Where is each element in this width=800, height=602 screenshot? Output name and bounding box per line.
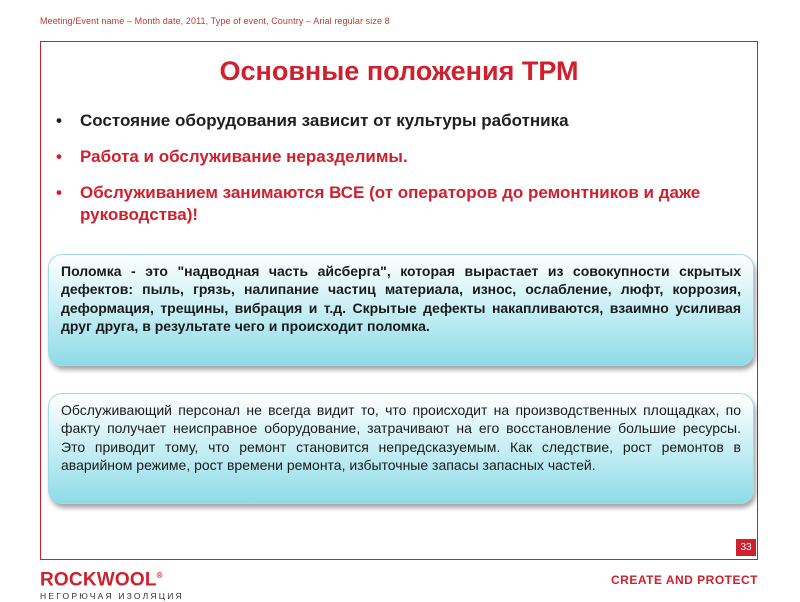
bullet-dot: • <box>56 147 62 166</box>
rockwool-logo <box>40 566 184 602</box>
bullet-text: Работа и обслуживание неразделимы. <box>80 147 408 166</box>
bullet-item <box>52 182 752 226</box>
bullet-item <box>52 110 752 132</box>
bullet-dot: • <box>56 183 62 202</box>
slide-title: Основные положения ТРМ <box>219 56 579 86</box>
footer-tagline: CREATE AND PROTECT <box>611 573 758 587</box>
bullet-item <box>52 146 752 168</box>
callout-box-breakdown: Поломка - это "надводная часть айсберга", которая вырастает из совокупности скрытых дефектов: пыль, грязь, налипание частиц материала, износ, ослабление, люфт, коррозия, деформация, трещины, вибрация и т.д. Скрытые дефекты накапливаются, взаимно усиливая друг друга, в результате чего и происходит поломка. <box>48 254 754 366</box>
page-number: 33 <box>736 539 756 556</box>
logo-wordmark: ROCKWOOL® <box>40 569 163 591</box>
bullet-text: Обслуживанием занимаются ВСЕ (от операторов до ремонтников и даже руководства)! <box>80 183 701 224</box>
callout-box-maintenance: Обслуживающий персонал не всегда видит то, что происходит на производственных площадках, по факту получает неисправное оборудование, затрачивают на его восстановление большие ресурсы. Это приводит тому, что ремонт становится непредсказуемым. Как следствие, рост ремонтов в аварийном режиме, рост времени ремонта, избыточные запасы запасных частей. <box>48 393 754 504</box>
bullet-dot: • <box>56 111 62 130</box>
bullet-text: Состояние оборудования зависит от культуры работника <box>80 111 569 130</box>
header-meta: Meeting/Event name – Month date, 2011, Type of event, Country – Arial regular size 8 <box>40 16 390 26</box>
bullet-list <box>52 110 752 240</box>
registered-mark: ® <box>156 571 163 580</box>
logo-subtitle: НЕГОРЮЧАЯ ИЗОЛЯЦИЯ <box>40 591 184 602</box>
